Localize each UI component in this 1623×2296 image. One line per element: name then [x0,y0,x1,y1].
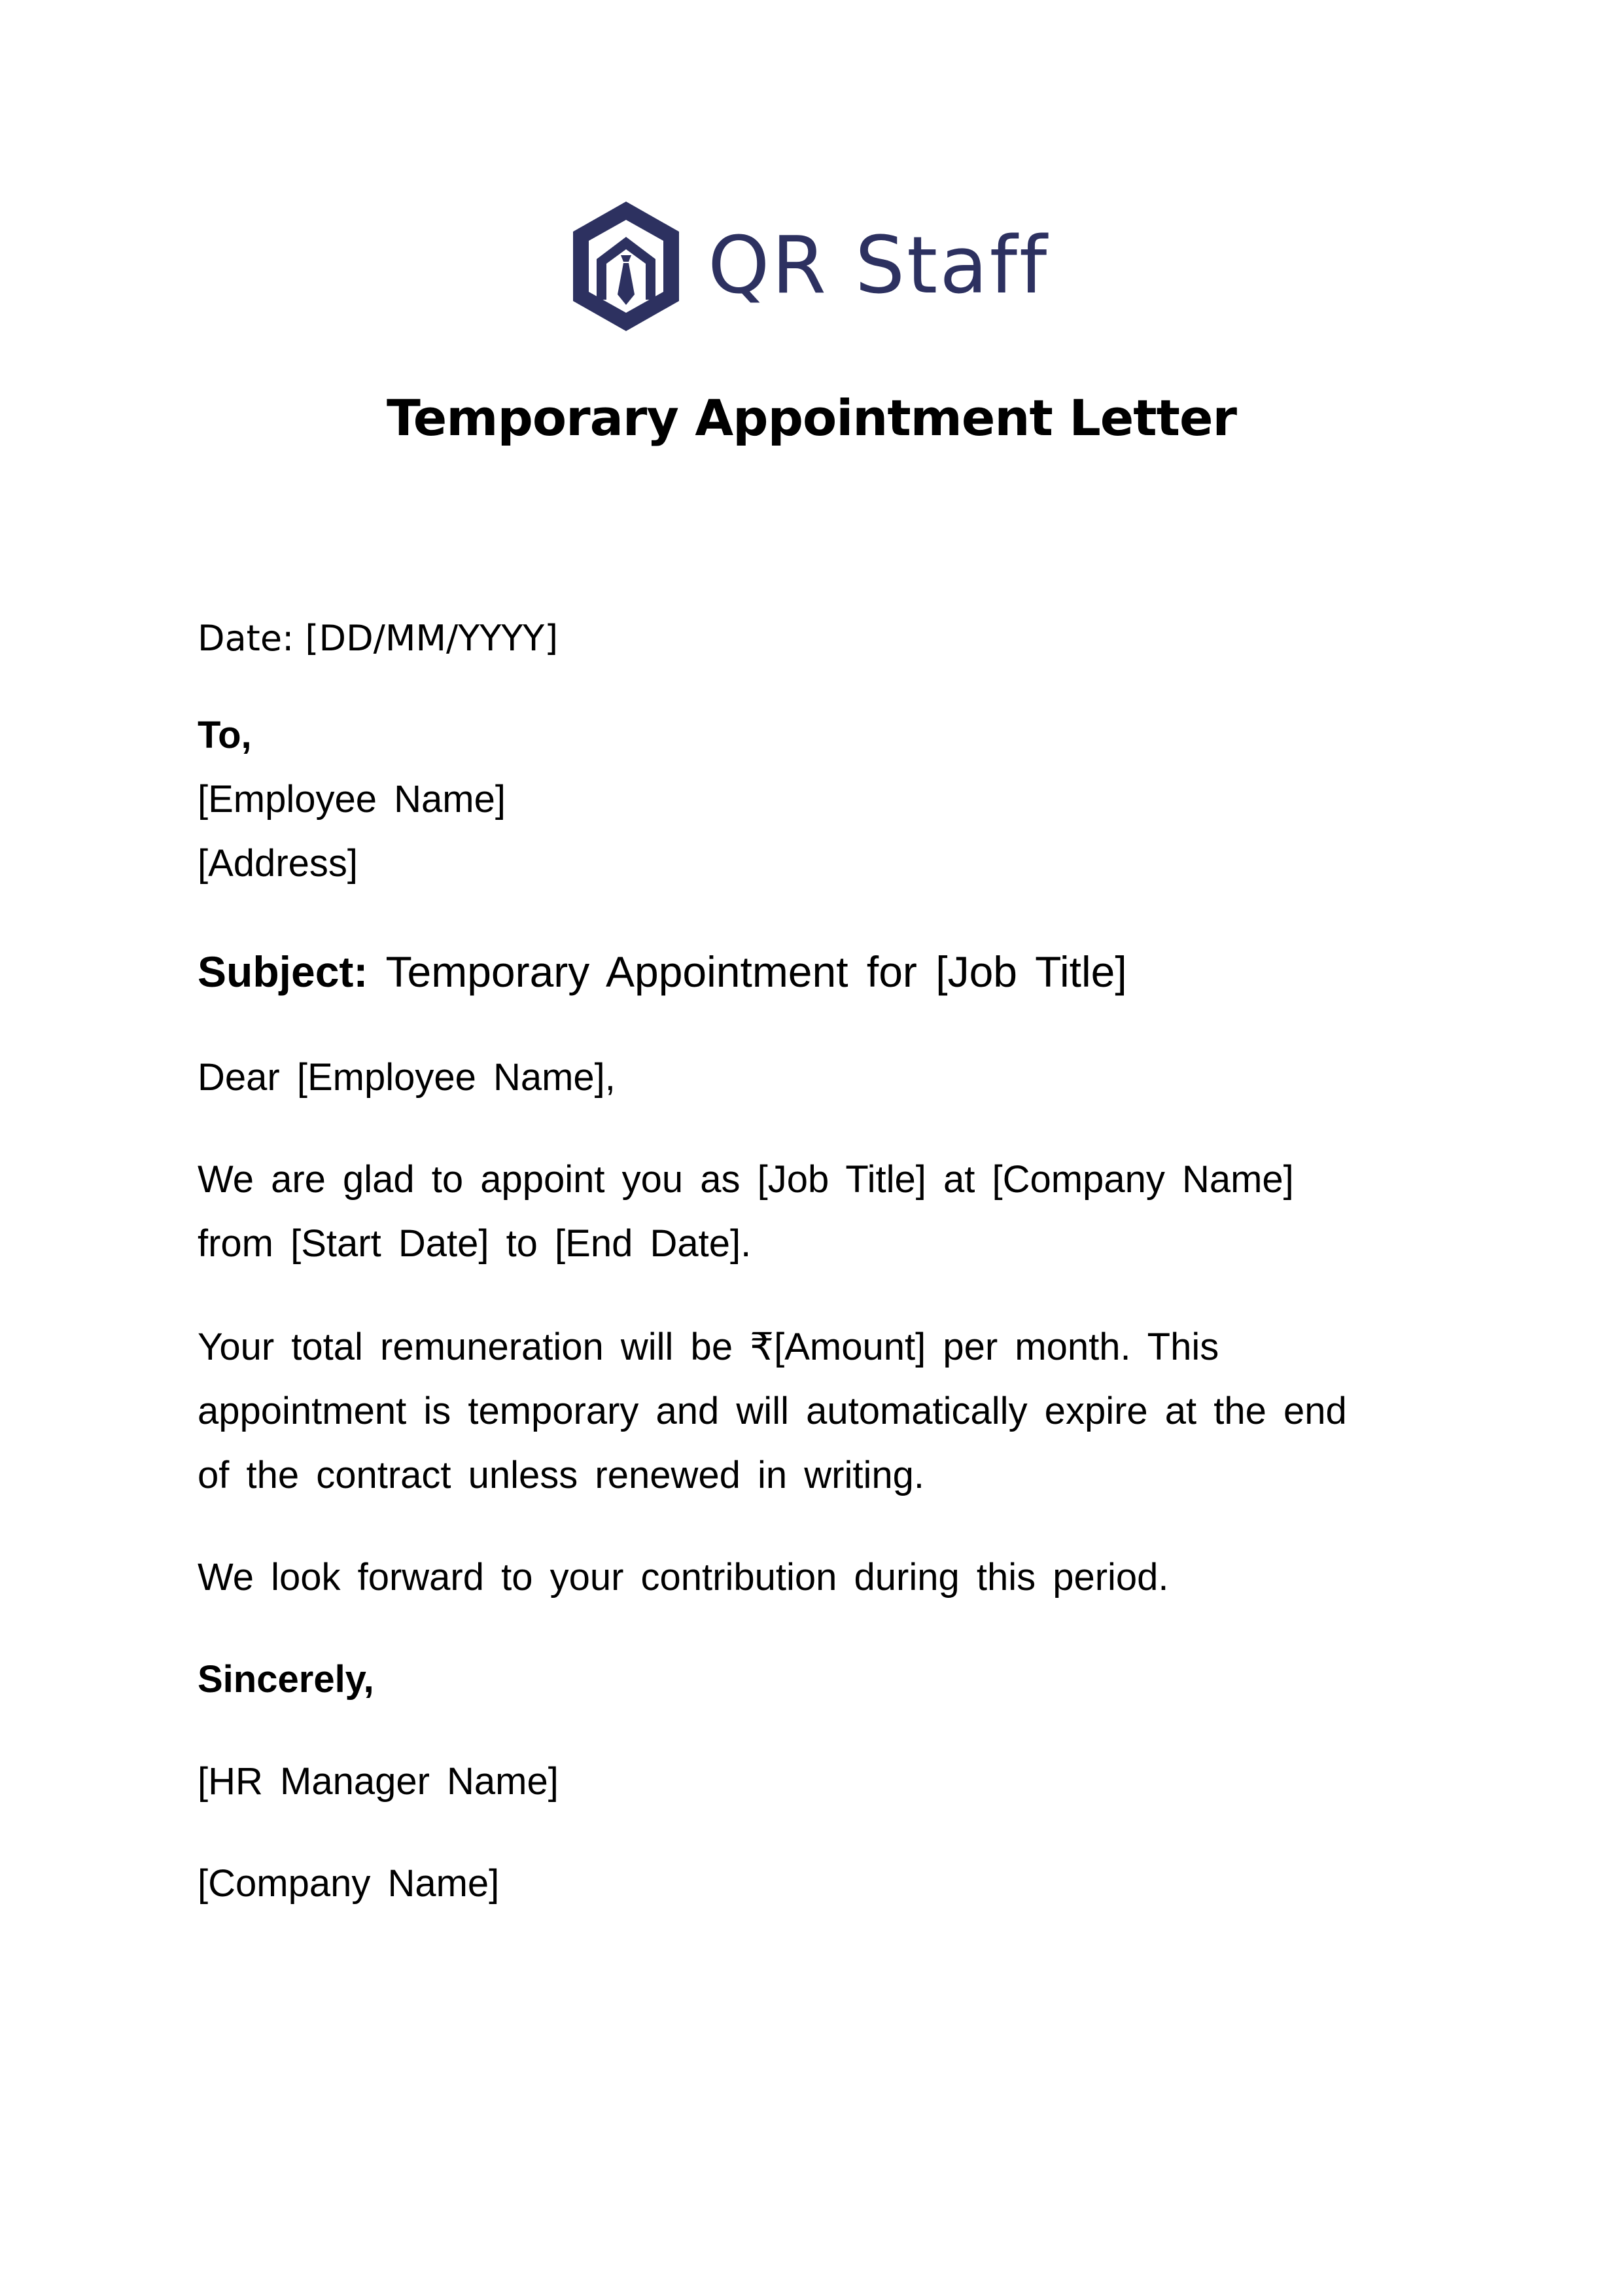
closing [198,1648,374,1712]
recipient-address: [Address] [198,842,358,885]
subject-line [198,936,1127,1008]
hexagon-tie-icon [567,196,686,336]
recipient-name: [Employee Name] [198,778,506,821]
letter-title: Temporary Appointment Letter [387,389,1236,447]
paragraph-2-line-1: Your total remuneration will be ₹[Amount] per month. This [198,1326,1219,1368]
paragraph-2-line-2: appointment is temporary and will automatically expire at the end [198,1390,1347,1432]
paragraph-2-line-3: of the contract unless renewed in writing. [198,1454,924,1496]
to-label [198,703,252,768]
closing-text: Sincerely, [198,1658,374,1701]
signatory-name: [HR Manager Name] [198,1760,559,1803]
paragraph-1-line-1: We are glad to appoint you as [Job Title] at [Company Name] [198,1158,1294,1201]
letter-date: Date: [DD/MM/YYYY] [198,618,559,659]
company-logo [567,196,1049,336]
paragraph-1-line-2: from [Start Date] to [End Date]. [198,1222,752,1265]
to-label-text: To, [198,714,252,756]
subject-text: Temporary Appointment for [Job Title] [385,947,1127,996]
brand-name: QR Staff [708,221,1049,311]
salutation: Dear [Employee Name], [198,1056,616,1099]
paragraph-3: We look forward to your contribution during this period. [198,1556,1169,1598]
subject-label: Subject: [198,947,368,996]
company-name: [Company Name] [198,1862,500,1905]
